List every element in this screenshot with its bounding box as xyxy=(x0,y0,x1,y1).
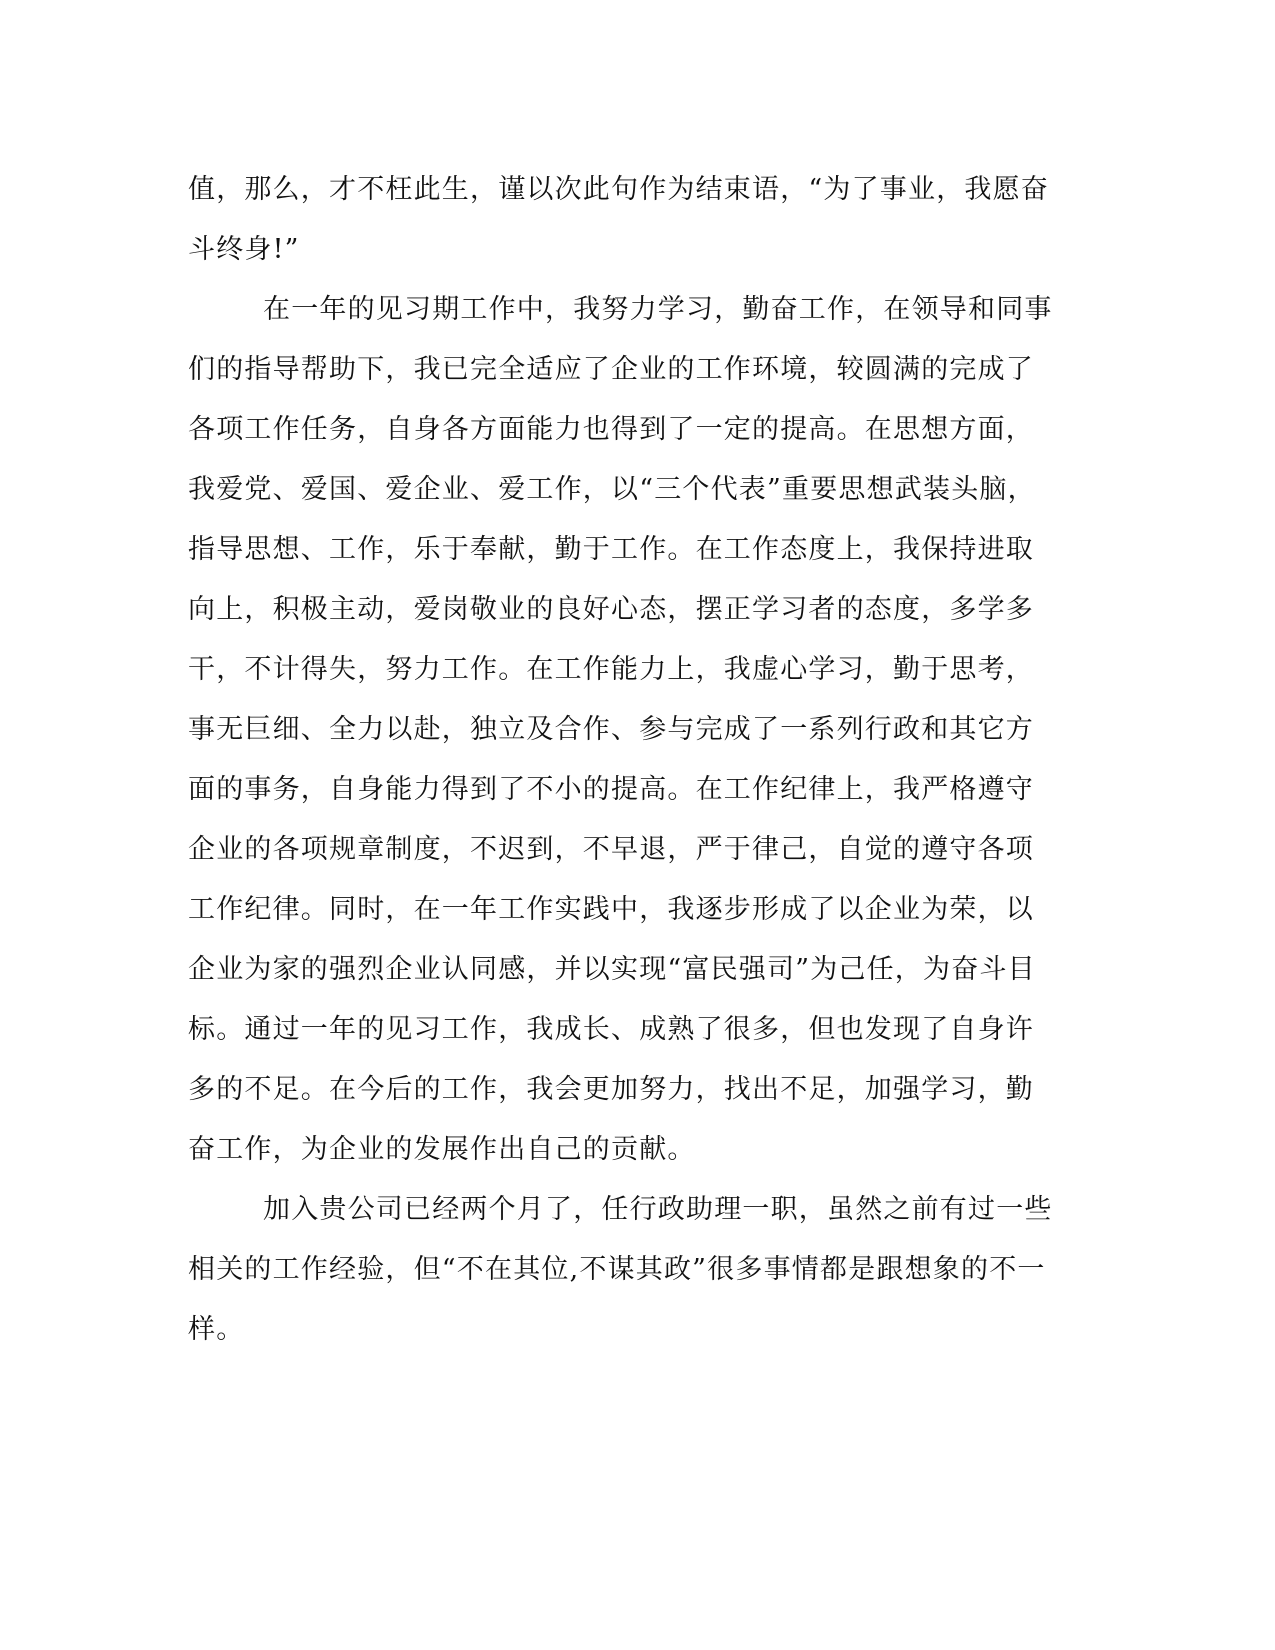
text-line: 标。通过一年的见习工作，我成长、成熟了很多，但也发现了自身许 xyxy=(188,1014,1034,1045)
text-line: 多的不足。在今后的工作，我会更加努力，找出不足，加强学习，勤 xyxy=(188,1074,1034,1105)
text-line: 值，那么，才不枉此生，谨以次此句作为结束语，“为了事业，我愿奋 xyxy=(188,174,1050,205)
text-line: 向上，积极主动，爱岗敬业的良好心态，摆正学习者的态度，多学多 xyxy=(188,594,1034,625)
paragraph-probation-summary xyxy=(188,280,1088,1180)
text-line: 们的指导帮助下，我已完全适应了企业的工作环境，较圆满的完成了 xyxy=(188,354,1034,385)
text-line: 相关的工作经验，但“不在其位,不谋其政”很多事情都是跟想象的不一 xyxy=(188,1254,1046,1285)
document-body xyxy=(188,160,1088,1360)
text-line: 各项工作任务，自身各方面能力也得到了一定的提高。在思想方面， xyxy=(188,414,1034,445)
text-line: 我爱党、爱国、爱企业、爱工作，以“三个代表”重要思想武装头脑， xyxy=(188,474,1036,505)
text-line: 面的事务，自身能力得到了不小的提高。在工作纪律上，我严格遵守 xyxy=(188,774,1034,805)
paragraph-closing-continuation xyxy=(188,160,1088,280)
text-line: 企业为家的强烈企业认同感，并以实现“富民强司”为己任，为奋斗目 xyxy=(188,954,1036,985)
text-line: 样。 xyxy=(188,1314,245,1345)
text-line: 奋工作，为企业的发展作出自己的贡献。 xyxy=(188,1134,696,1165)
text-line: 加入贵公司已经两个月了，任行政助理一职，虽然之前有过一些 xyxy=(263,1194,1053,1225)
text-line: 企业的各项规章制度，不迟到，不早退，严于律己，自觉的遵守各项 xyxy=(188,834,1034,865)
text-line: 在一年的见习期工作中，我努力学习，勤奋工作，在领导和同事 xyxy=(263,294,1053,325)
text-line: 干，不计得失，努力工作。在工作能力上，我虚心学习，勤于思考， xyxy=(188,654,1034,685)
text-line: 斗终身!” xyxy=(188,234,300,265)
text-line: 事无巨细、全力以赴，独立及合作、参与完成了一系列行政和其它方 xyxy=(188,714,1034,745)
text-line: 工作纪律。同时，在一年工作实践中，我逐步形成了以企业为荣，以 xyxy=(188,894,1034,925)
paragraph-new-assistant xyxy=(188,1180,1088,1360)
text-line: 指导思想、工作，乐于奉献，勤于工作。在工作态度上，我保持进取 xyxy=(188,534,1034,565)
